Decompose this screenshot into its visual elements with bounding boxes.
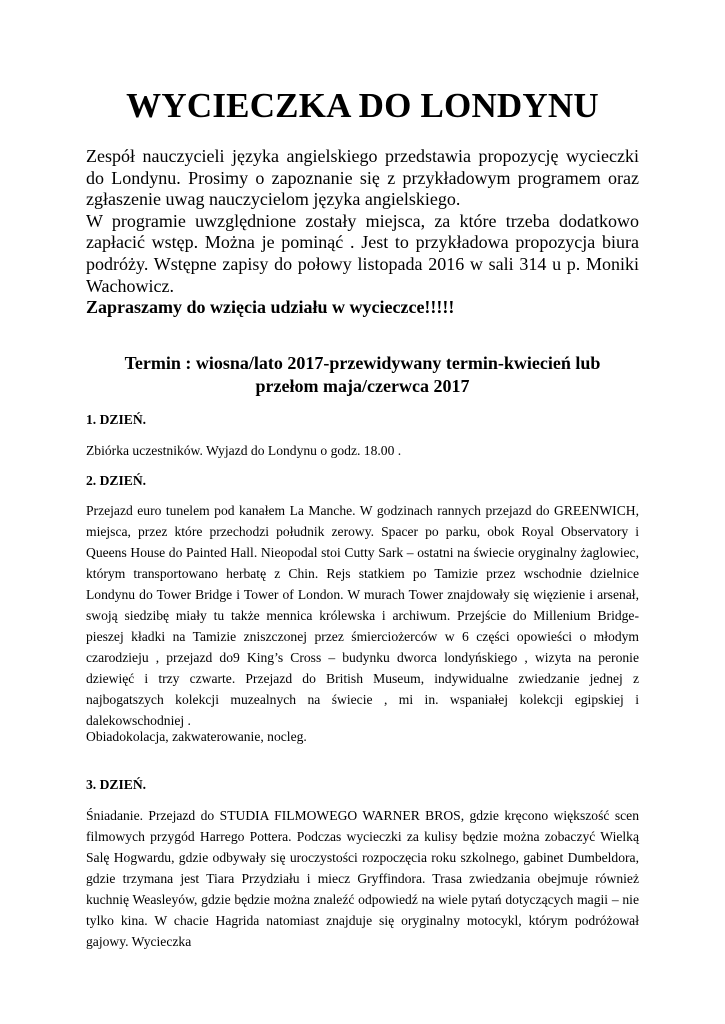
termin-line-2: przełom maja/czerwca 2017 (255, 375, 470, 396)
intro-paragraph-2: W programie uwzględnione zostały miejsca, za które trzeba dodatkowo zapłacić wstęp. Można je pominąć . Jest to przykładowa propozycja biura podróży. Wstępne zapisy do połowy listopada 2016 w sali 314 u p. Moniki Wachowicz. (86, 210, 639, 296)
day-3-text: Śniadanie. Przejazd do STUDIA FILMOWEGO WARNER BROS, gdzie kręcono większość scen filmowych przygód Harrego Pottera. Podczas wycieczki za kulisy będzie można zobaczyć Wielką Salę Hogwardu, gdzie odbywały się uroczystości rozpoczęcia roku szkolnego, gabinet Dumbeldora, gdzie trzymana jest Tiara Przydziału i miecz Gryffindora. Trasa zwiedzania obejmuje również kuchnię Weasleyów, gdzie będzie można znaleźć odpowiedź na wiele pytań dotyczących magii – nie tylko kina. W chacie Hagrida natomiast znajduje się oryginalny motocykl, którym podróżował gajowy. Wycieczka (86, 808, 639, 949)
day-3-heading: 3. DZIEŃ. (86, 777, 147, 792)
day-1-heading: 1. DZIEŃ. (86, 412, 147, 427)
termin-heading (86, 352, 639, 397)
day-2-text: Przejazd euro tunelem pod kanałem La Manche. W godzinach rannych przejazd do GREENWICH, miejsca, przez które przechodzi południk zerowy. Spacer po parku, obok Royal Observatory i Queens House do Painted Hall. Nieopodal stoi Cutty Sark – ostatni na świecie oryginalny żaglowiec, którym transportowano herbatę z Chin. Rejs statkiem po Tamizie przez wschodnie dzielnice Londynu do Tower Bridge i Tower of London. W murach Tower znajdowały się więzienie i arsenał, swoją siedzibę miały tu także mennica królewska i archiwum. Przejście do Millenium Bridge- pieszej kładki na Tamizie zniszczonej przez śmierciożerców w 6 części opowieści o młodym czarodzieju , przejazd do9 King’s Cross – budynku dworca londyńskiego , wizyta na peronie dziewięć i trzy czwarte. Przejazd do British Museum, indywidualne zwiedzanie jednej z najbogatszych kolekcji muzealnych na świecie , mi in. wspaniałej kolekcji egipskiej i dalekowschodniej . (86, 503, 639, 728)
day-1-text: Zbiórka uczestników. Wyjazd do Londynu o godz. 18.00 . (86, 443, 402, 458)
day-2-closing: Obiadokolacja, zakwaterowanie, nocleg. (86, 729, 307, 744)
day-2-heading: 2. DZIEŃ. (86, 473, 147, 488)
intro-section (86, 146, 639, 319)
termin-line-1: Termin : wiosna/lato 2017-przewidywany termin-kwiecień lub (124, 353, 601, 373)
invitation-text: Zapraszamy do wzięcia udziału w wycieczce!!!!! (86, 297, 455, 318)
page-title: WYCIECZKA DO LONDYNU (126, 86, 599, 125)
intro-paragraph-1: Zespół nauczycieli języka angielskiego przedstawia propozycję wycieczki do Londynu. Prosimy o zapoznanie się z przykładowym programem oraz zgłaszenie uwag nauczycielom języka angielskiego. (86, 146, 639, 210)
